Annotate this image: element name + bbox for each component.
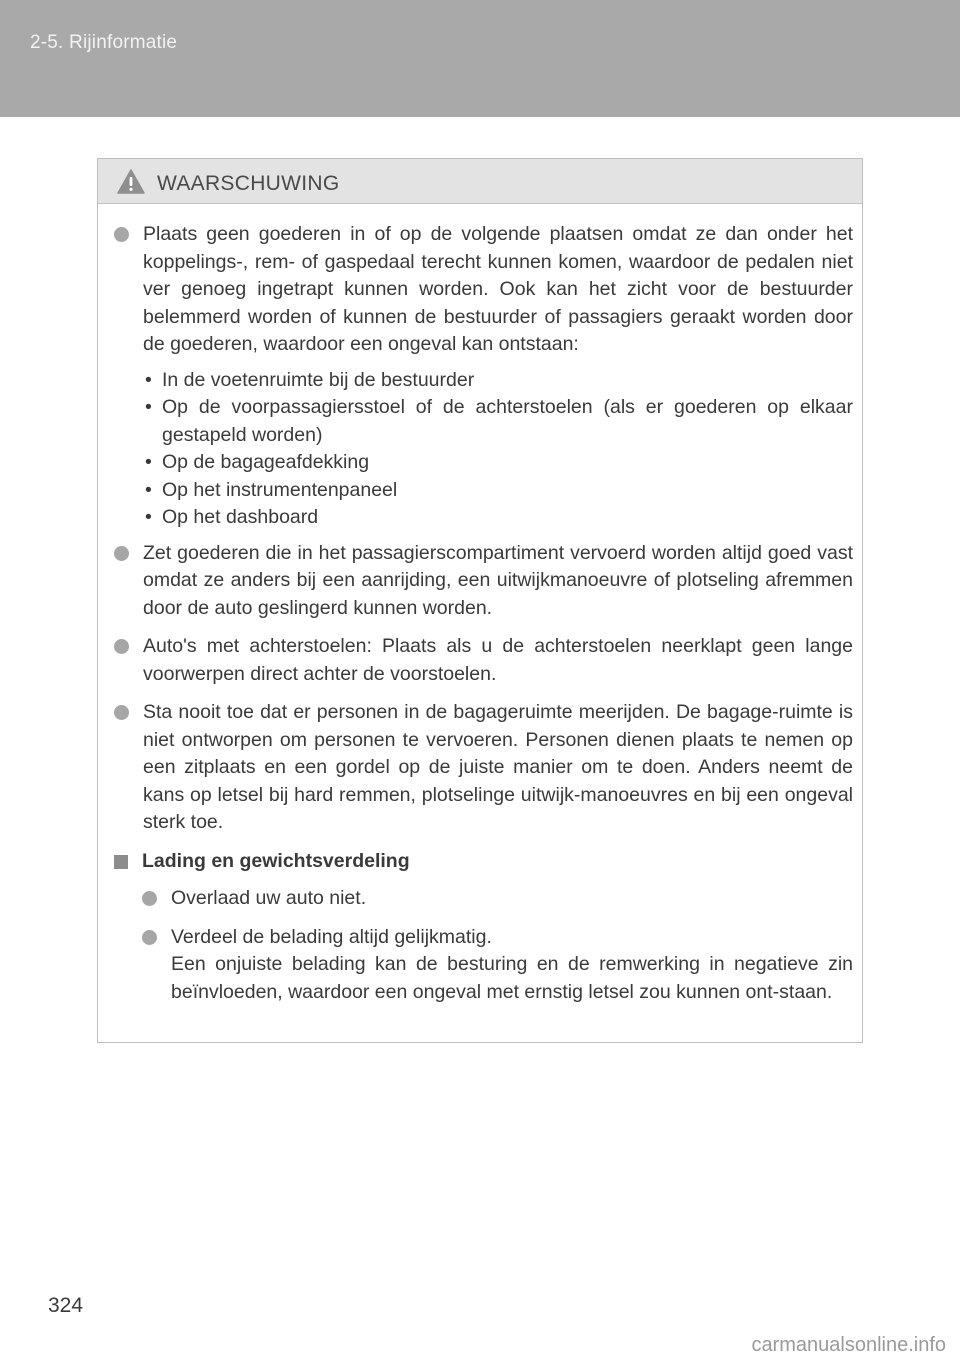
location-list — [114, 367, 853, 532]
section-note: Een onjuiste belading kan de besturing en de remwerking in negatieve zin beïnvloeden, waardoor een ongeval met ernstig letsel zou kunnen ont-staan. — [171, 953, 853, 1003]
bullet-icon: • — [145, 396, 152, 418]
warning-item-text: Plaats geen goederen in of op de volgende plaatsen omdat ze dan onder het koppelings-, rem- of gaspedaal terecht kunnen komen, waardoor de pedalen niet ver genoeg ingetrapt kunnen worden. Ook kan het zicht voor de bestuurder belemmerd worden of kunnen de bestuurder of passagiers geraakt worden door de goederen, waardoor een ongeval kan ontstaan: — [143, 223, 853, 355]
bullet-dot-icon — [114, 705, 129, 720]
bullet-icon: • — [145, 506, 152, 528]
watermark: carmanualsonline.info — [751, 1334, 946, 1356]
warning-box — [97, 158, 863, 1043]
bullet-dot-icon — [114, 546, 129, 561]
warning-item-text: Auto's met achterstoelen: Plaats als u de achterstoelen neerklapt geen lange voorwerpen direct achter de voorstoelen. — [143, 635, 853, 685]
warning-title: WAARSCHUWING — [157, 172, 340, 195]
bullet-dot-icon — [142, 930, 157, 945]
warning-item-text: Zet goederen die in het passagierscompartiment vervoerd worden altijd goed vast omdat ze anders bij een aanrijding, een uitwijkmanoeuvre of plotseling afremmen door de auto geslingerd kunnen worden. — [143, 541, 853, 619]
section-heading — [114, 848, 853, 876]
header-band — [0, 0, 960, 117]
warning-item-text: Sta nooit toe dat er personen in de bagageruimte meerijden. De bagage-ruimte is niet ontworpen om personen te vervoeren. Personen dienen plaats te nemen op een zitplaats en een gordel op de juiste manier om te doen. Anders neemt de kans op letsel bij hard remmen, plotselinge uitwijk-manoeuvres en bij een ongeval sterk toe. — [143, 701, 853, 833]
section-item-text: Overlaad uw auto niet. — [171, 887, 367, 909]
warning-item — [114, 699, 853, 837]
warning-item — [114, 633, 853, 688]
bullet-dot-icon — [114, 639, 129, 654]
list-item: • Op het dashboard — [114, 504, 853, 532]
bullet-icon: • — [145, 451, 152, 473]
bullet-dot-icon — [142, 891, 157, 906]
section-heading-text: Lading en gewichtsverdeling — [142, 849, 410, 872]
bullet-icon: • — [145, 478, 152, 501]
warning-item — [114, 540, 853, 623]
list-item: • Op het instrumentenpaneel — [114, 477, 853, 505]
bullet-icon: • — [145, 368, 152, 391]
page-number: 324 — [48, 1294, 84, 1317]
list-item: • Op de voorpassagiersstoel of de achterstoelen (als er goederen op elkaar gestapeld worden) — [145, 396, 853, 446]
bullet-dot-icon — [114, 227, 129, 242]
warning-triangle-icon — [117, 169, 145, 194]
section-content — [114, 885, 853, 1006]
section-title: 2-5. Rijinformatie — [30, 32, 178, 53]
section-item — [142, 885, 853, 913]
list-item: • In de voetenruimte bij de bestuurder — [114, 367, 853, 395]
section-item — [142, 924, 853, 1007]
section-item-text: Verdeel de belading altijd gelijkmatig. — [171, 925, 492, 948]
warning-item — [114, 221, 853, 359]
warning-header — [98, 159, 862, 204]
list-item: • Op de bagageafdekking — [114, 449, 853, 477]
warning-body — [98, 204, 862, 1006]
square-bullet-icon — [114, 855, 128, 869]
